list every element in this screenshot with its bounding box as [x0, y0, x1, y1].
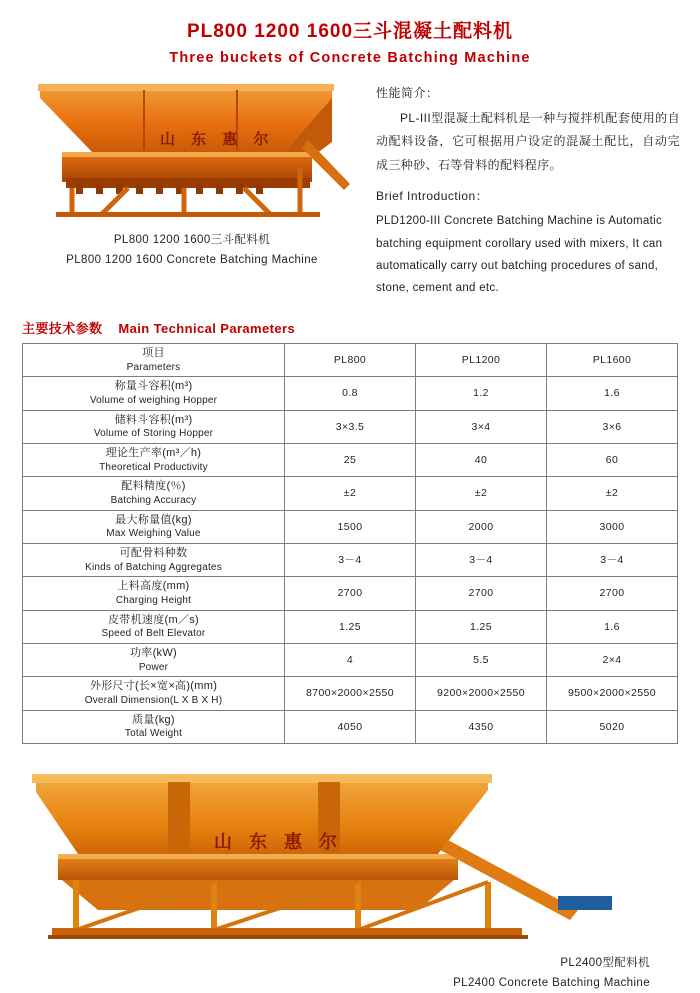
table-cell-r5-c1: 1500 — [285, 510, 416, 543]
table-cell-r3-c3: 60 — [547, 443, 678, 476]
photo-bottom-caption-cn: PL2400型配料机 — [560, 956, 650, 969]
table-cell-r4-c1: ±2 — [285, 477, 416, 510]
table-cell-r5-c2: 2000 — [416, 510, 547, 543]
table-row-label: 皮带机速度(m／s) Speed of Belt Elevator — [23, 610, 285, 643]
table-cell-r4-c2: ±2 — [416, 477, 547, 510]
machine-logo-text-bottom: 山 东 惠 尔 — [214, 831, 344, 852]
table-row — [23, 477, 678, 510]
intro-body-en: PLD1200-III Concrete Batching Machine is Automatic batching equipment corollary used with mixers, It can automatically carry out batching procedures of sand, stone, cement and etc. — [376, 215, 663, 295]
table-cell-r3-c2: 40 — [416, 443, 547, 476]
table-cell-r7-c3: 2700 — [547, 577, 678, 610]
table-row-label: 可配骨料种数 Kinds of Batching Aggregates — [23, 543, 285, 576]
machine-logo-text-top: 山 东 惠 尔 — [160, 131, 275, 148]
section-heading — [22, 318, 700, 337]
table-row-label: 最大称量值(kg) Max Weighing Value — [23, 510, 285, 543]
table-cell-r4-c3: ±2 — [547, 477, 678, 510]
table-header-col-2: PL1200 — [416, 343, 547, 376]
intro-heading-en: Brief Introduction： — [376, 189, 489, 204]
table-cell-r6-c1: 3－4 — [285, 543, 416, 576]
table-header-row — [23, 343, 678, 376]
table-cell-r6-c3: 3－4 — [547, 543, 678, 576]
table-row — [23, 410, 678, 443]
photo-top-caption-cn: PL800 1200 1600三斗配料机 — [113, 234, 271, 246]
table-cell-r3-c1: 25 — [285, 443, 416, 476]
table-row — [23, 610, 678, 643]
table-cell-r1-c2: 1.2 — [416, 377, 547, 410]
table-cell-r11-c2: 4350 — [416, 710, 547, 743]
photo-top-caption-en: PL800 1200 1600 Concrete Batching Machine — [66, 254, 318, 267]
top-section — [0, 80, 700, 300]
photo-top-caption — [22, 230, 362, 270]
table-row — [23, 577, 678, 610]
table-row — [23, 677, 678, 710]
document-page — [0, 16, 700, 990]
batching-machine-illustration — [32, 80, 352, 220]
table-header-col-3: PL1600 — [547, 343, 678, 376]
table-cell-r11-c1: 4050 — [285, 710, 416, 743]
table-row — [23, 377, 678, 410]
table-cell-r9-c3: 2×4 — [547, 643, 678, 676]
table-cell-r2-c2: 3×4 — [416, 410, 547, 443]
table-row — [23, 510, 678, 543]
section-heading-cn: 主要技术参数 — [22, 320, 103, 336]
page-title-en: Three buckets of Concrete Batching Machine — [169, 50, 531, 66]
table-row-label: 上料高度(mm) Charging Height — [23, 577, 285, 610]
table-row-label: 储料斗容积(m³) Volume of Storing Hopper — [23, 410, 285, 443]
table-row-label: 功率(kW) Power — [23, 643, 285, 676]
photo-bottom-caption — [18, 953, 682, 993]
machine-photo-top — [32, 80, 352, 220]
table-body — [23, 343, 678, 743]
table-cell-r7-c1: 2700 — [285, 577, 416, 610]
table-cell-r2-c3: 3×6 — [547, 410, 678, 443]
section-heading-en: Main Technical Parameters — [118, 320, 296, 336]
table-cell-r9-c1: 4 — [285, 643, 416, 676]
table-row — [23, 710, 678, 743]
table-row — [23, 643, 678, 676]
table-cell-r8-c3: 1.6 — [547, 610, 678, 643]
photo-column — [22, 80, 362, 300]
table-row — [23, 543, 678, 576]
table-cell-r7-c2: 2700 — [416, 577, 547, 610]
table-row-label: 称量斗容积(m³) Volume of weighing Hopper — [23, 377, 285, 410]
table-cell-r9-c2: 5.5 — [416, 643, 547, 676]
table-cell-r5-c3: 3000 — [547, 510, 678, 543]
table-row-label: 理论生产率(m³／h) Theoretical Productivity — [23, 443, 285, 476]
table-row-label: 配料精度(％) Batching Accuracy — [23, 477, 285, 510]
intro-heading-cn: 性能简介： — [376, 86, 439, 100]
table-row-label: 质量(kg) Total Weight — [23, 710, 285, 743]
table-cell-r8-c1: 1.25 — [285, 610, 416, 643]
table-cell-r1-c1: 0.8 — [285, 377, 416, 410]
table-cell-r10-c1: 8700×2000×2550 — [285, 677, 416, 710]
table-cell-r1-c3: 1.6 — [547, 377, 678, 410]
table-header-col-1: PL800 — [285, 343, 416, 376]
photo-bottom-caption-en: PL2400 Concrete Batching Machine — [453, 977, 650, 990]
page-title-cn: PL800 1200 1600三斗混凝土配料机 — [186, 21, 514, 42]
table-row-label: 外形尺寸(长×宽×高)(mm) Overall Dimension(L X B X H) — [23, 677, 285, 710]
table-cell-r10-c3: 9500×2000×2550 — [547, 677, 678, 710]
technical-parameters-table — [22, 343, 678, 744]
table-cell-r8-c2: 1.25 — [416, 610, 547, 643]
table-cell-r2-c1: 3×3.5 — [285, 410, 416, 443]
table-cell-r11-c3: 5020 — [547, 710, 678, 743]
pl2400-machine-illustration — [18, 770, 682, 945]
intro-body-cn: PL-III型混凝土配料机是一种与搅拌机配套使用的自动配料设备，它可根据用户设定的混凝土配比，自动完成三种砂、石等骨料的配料程序。 — [376, 111, 680, 172]
bottom-photo-section — [0, 770, 700, 993]
intro-column — [362, 80, 680, 300]
table-cell-r10-c2: 9200×2000×2550 — [416, 677, 547, 710]
table-header-parameters: 项目 Parameters — [23, 343, 285, 376]
table-cell-r6-c2: 3－4 — [416, 543, 547, 576]
machine-photo-bottom — [18, 770, 682, 945]
table-row — [23, 443, 678, 476]
